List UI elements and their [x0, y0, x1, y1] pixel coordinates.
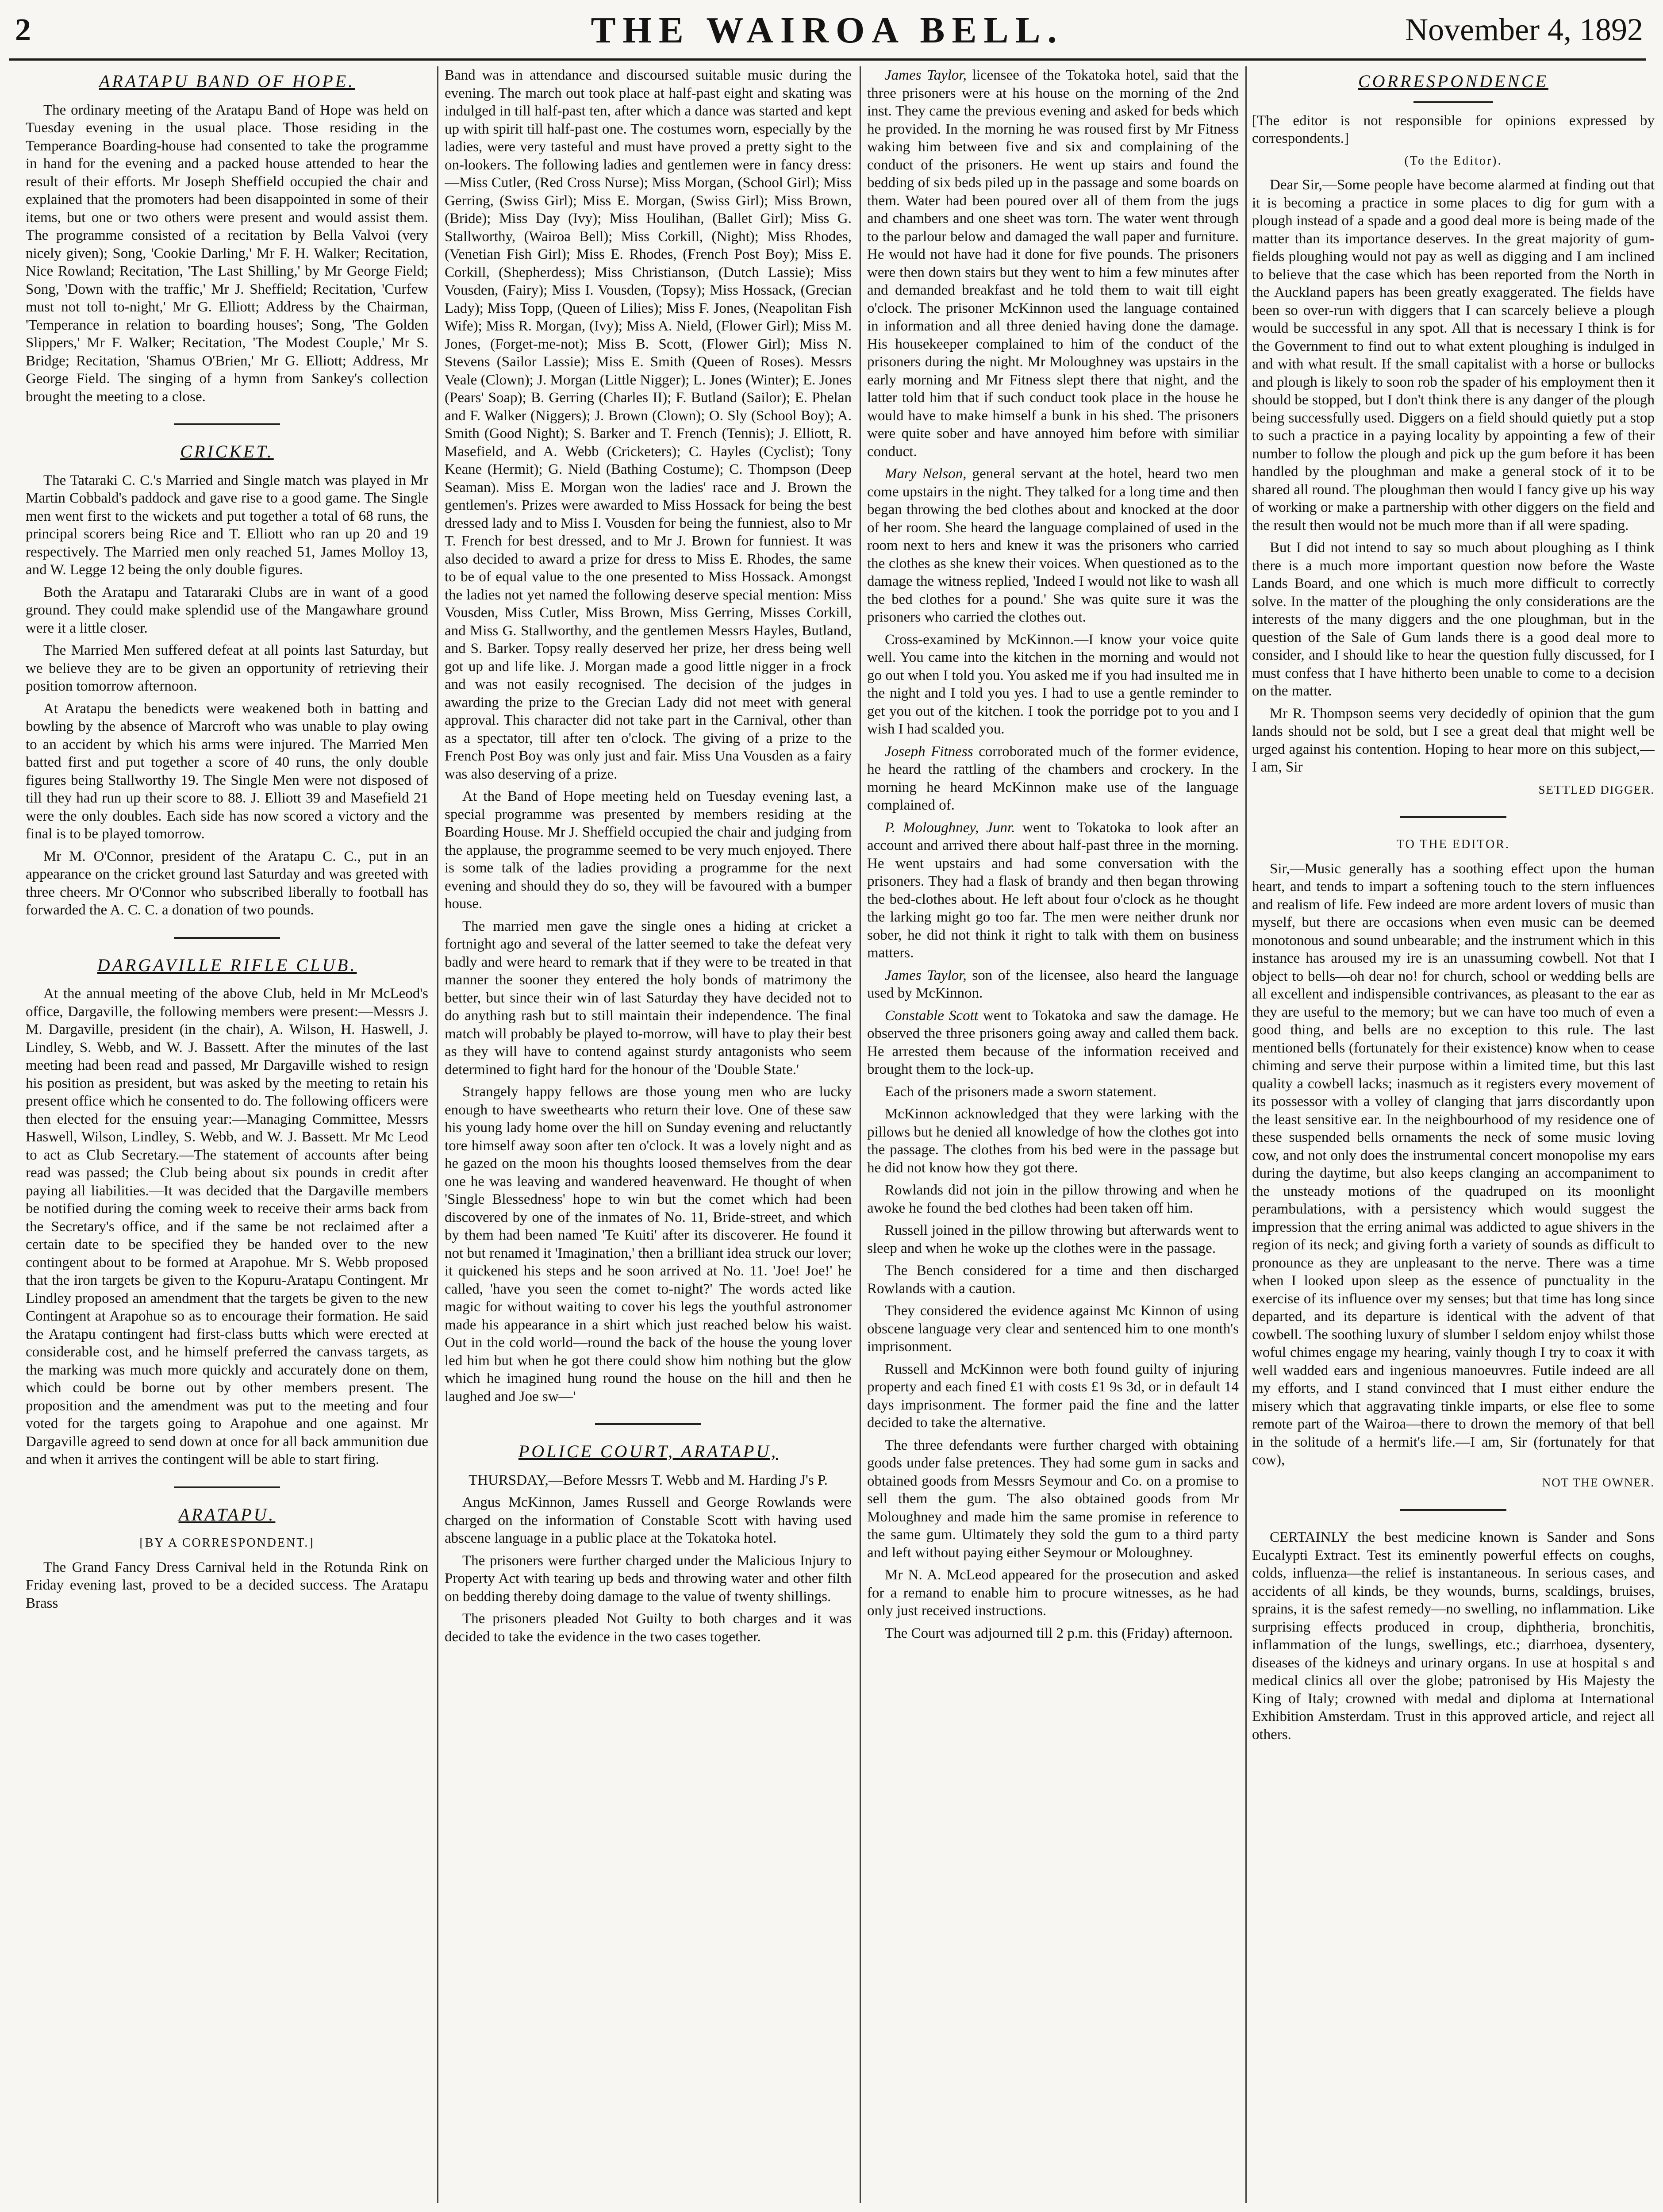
- evidence-text: went to Tokatoka and saw the damage. He observed the three prisoners going away and called them back. He arrested them because of the information received and brought them to the lock-up.: [867, 1007, 1239, 1077]
- to-the-editor-heading: TO THE EDITOR.: [1397, 837, 1510, 851]
- article-paragraph: The Tataraki C. C.'s Married and Single match was played in Mr Martin Cobbald's paddock and gave rise to a good game. The Single men went first to the wickets and put together a total of 68 runs, the principal scorers being Rice and T. Elliott who ran up 20 and 19 respectively. The Married men only reached 51, James Molloy 13, and W. Legge 12 being the only double figures.: [26, 472, 428, 578]
- evidence-text: Russell and McKinnon were both found guilty of injuring property and each fined £1 with costs £1 9s 3d, or in default 14 days imprisonment. The former paid the fine and the latter decided to take the alternative.: [867, 1361, 1239, 1431]
- witness-name: James Taylor,: [885, 67, 967, 83]
- evidence-paragraph: [867, 1083, 1239, 1101]
- letter-paragraph: But I did not intend to say so much about ploughing as I think there is a much more important question now before the Waste Lands Board, and one which is much more difficult to correctly solve. In the matter of the ploughing the only considerations are the interests of the many diggers and the one ploughman, but in the question of the Sale of Gum lands there is a good deal more to consider, and I should like to hear the question fully discussed, for I must confess that I have hitherto been unable to come to a decision on the matter.: [1252, 540, 1655, 699]
- evidence-text: son of the licensee, also heard the language used by McKinnon.: [867, 967, 1239, 1001]
- evidence-paragraph: [867, 1181, 1239, 1217]
- evidence-paragraph: [867, 1360, 1239, 1432]
- evidence-text: general servant at the hotel, heard two men come upstairs in the night. They talked for a long time and then began throwing the bed clothes about and knocked at the door of her room. She heard the language complained of used in the room next to hers and knew it was the prisoners who carried the clothes as she knew their voices. When questioned as to the damage the witness replied, 'Indeed I would not like to wash all the bed clothes for a pound.' She was quite sure it was the prisoners who carried the clothes out.: [867, 466, 1239, 625]
- court-session-line: THURSDAY,—Before Messrs T. Webb and M. Harding J's P.: [469, 1472, 828, 1488]
- article-paragraph: The ordinary meeting of the Aratapu Band of Hope was held on Tuesday evening in the usual place. Those residing in the Temperance Boarding-house had consented to take the programme in hand for the evening and a packed house attended to hear the result of their efforts. Mr Joseph Sheffield occupied the chair and explained that the promoters had been disappointed in some of their items, but one or two others were present and would assist them. The programme consisted of a recitation by Bella Valvoi (very nicely given); Song, 'Cookie Darling,' Mr F. H. Walker; Recitation, Nice Rowland; Recitation, 'The Last Shilling,' by Mr George Field; Song, 'Down with the traffic,' Mr J. Sheffield; Recitation, 'Curfew must not toll to-night,' Mr G. Elliott; Address by the Chairman, 'Temperance in relation to boarding houses'; Song, 'The Golden Slippers,' Mr F. Walker; Recitation, 'The Modest Couple,' Mr S. Bridge; Recitation, 'Shamus O'Brien,' Mr G. Elliott; Address, Mr George Field. The singing of a hymn from Sankey's collection brought the meeting to a close.: [26, 102, 428, 405]
- evidence-text: The Court was adjourned till 2 p.m. this (Friday) afternoon.: [885, 1625, 1233, 1641]
- evidence-paragraph: [867, 1221, 1239, 1257]
- evidence-paragraph: [867, 819, 1239, 962]
- section-separator: [174, 937, 280, 939]
- evidence-paragraph: [867, 465, 1239, 626]
- evidence-paragraph: [867, 1624, 1239, 1643]
- newspaper-title: THE WAIROA BELL.: [591, 10, 1064, 51]
- page-number: 2: [15, 12, 31, 47]
- article-paragraph: The prisoners were further charged under the Malicious Injury to Property Act with tearing up beds and throwing water and other filth on bedding thereby doing damage to the value of twenty shillings.: [445, 1552, 852, 1605]
- article-title-police-court: POLICE COURT, ARATAPU,: [518, 1441, 778, 1461]
- article-title-rifle-club: DARGAVILLE RIFLE CLUB.: [97, 955, 357, 975]
- evidence-text: Cross-examined by McKinnon.—I know your voice quite well. You came into the kitchen in the morning and would not go out when I told you. You asked me if you had insulted me in the night and I told you yes. I had to use a gentle reminder to get you out of the kitchen. I took the porridge pot to you and I wish I had scalded you.: [867, 631, 1239, 737]
- evidence-paragraph: [867, 66, 1239, 461]
- article-paragraph: At Aratapu the benedicts were weakened both in batting and bowling by the absence of Marcroft who was unable to play owing to an accident by which his arms were injured. The Married Men batted first and put together a score of 40 runs, the only double figures being Stallworthy 19. The Single Men were not disposed of till they had run up their score to 88. J. Elliott 39 and Masefield 21 were the only doubles. Each side has now scored a victory and the final is to be played tomorrow.: [26, 700, 428, 842]
- section-separator: [1400, 1509, 1506, 1511]
- letter-paragraph: Sir,—Music generally has a soothing effect upon the human heart, and tends to impart a softening touch to the stern influences and realism of life. Few indeed are more ardent lovers of music than myself, but there are occasions when even music can be deemed monotonous and sound unbearable; and the instrument which in this instance has aroused my ire is an unassuming cowbell. Not that I object to bells—oh dear no! for church, school or wedding bells are all excellent and indispensible contrivances, as pleasant to the ear as they are useful to the memory; but we can have too much of even a good thing, and bells are no exception to this rule. The last mentioned bells (fortunately for their existence) know when to cease chiming and serve their purpose within a limited time, but this last quality a cowbell lacks; inasmuch as it registers every movement of its possessor with a volley of clanging that jarrs discordantly upon the least sensitive ear. In the neighbourhood of my residence one of these suspended bells ornaments the neck of some music loving cow, and not only does the instrumental concert monopolise my ears during the daytime, but also keeps clanging an accompaniment to the unsteady motions of the quadruped on its moonlight perambulations, with a persistency which would suggest the impression that the erring animal was addicted to ague shivers in the region of its neck; and giving forth a variety of sounds as difficult to pronounce as they are unpleasant to the nerve. There was a time when I looked upon sleep as the essence of punctuality in the exercise of its influence over my senses; but that time has long since departed, and its departure is identical with the advent of that cowbell. The soothing luxury of slumber I seldom enjoy whilst those woful chimes engage my hearing, vainly though I try to coax it with well wadded ears and ingenious manoeuvres. Futile indeed are all my efforts, and I stand convinced that I must either endure the misery which that aggravating tinkle imparts, or else flee to some remote part of the Wairoa—there to drown the memory of that bell in the solitude of a hermit's life.—I am, Sir (fortunately for that cow),: [1252, 860, 1655, 1468]
- witness-name: Mary Nelson,: [885, 466, 967, 482]
- evidence-paragraph: [867, 1566, 1239, 1620]
- evidence-paragraph: [867, 1302, 1239, 1356]
- evidence-paragraph: [867, 743, 1239, 814]
- article-title-aratapu: ARATAPU.: [178, 1504, 276, 1525]
- article-paragraph: Angus McKinnon, James Russell and George Rowlands were charged on the information of Constable Scott with having used abscene language in a public place at the Tokatoka hotel.: [445, 1494, 852, 1546]
- witness-name: Constable Scott: [885, 1007, 978, 1024]
- evidence-paragraph: [867, 631, 1239, 738]
- byline: [BY A CORRESPONDENT.]: [139, 1536, 315, 1550]
- article-paragraph: The Married Men suffered defeat at all points last Saturday, but we believe they are to be given an opportunity of retrieving their position tomorrow afternoon.: [26, 642, 428, 694]
- article-paragraph: Strangely happy fellows are those young men who are lucky enough to have sweethearts who return their love. One of these saw his young lady home over the hill on Sunday evening and reluctantly tore himself away soon after ten o'clock. It was a lovely night and as he gazed on the moon his thoughts loosed themselves from the dear one he was leaving and wandered heavenward. He thought of when 'Single Blessedness' hope to win but the comet which had been discovered by one of the inmates of No. 11, Bride-street, and which by them had been named 'Te Kuiti' after its discoverer. He found it not but renamed it 'Imagination,' then a brilliant idea struck our lover; it quickened his steps and he soon arrived at No. 11. 'Joe! Joe!' he called, 'have you seen the comet to-night?' The words acted like magic for without waiting to cover his legs the youthful astronomer made his appearance in a shirt which just reached below his waist. Out in the cold world—round the back of the house the young lover led him but when he got there could show him nothing but the glow which he imagined hung round the house on the hill and then he laughed and Joe sw—': [445, 1084, 852, 1405]
- witness-name: P. Moloughney, Junr.: [885, 819, 1015, 836]
- evidence-text: McKinnon acknowledged that they were larking with the pillows but he denied all knowledge of how the clothes got into the passage. The clothes from his bed were in the passage but he did not know how they got there.: [867, 1106, 1239, 1176]
- masthead: [9, 6, 1646, 55]
- column-divider: [437, 66, 438, 2203]
- article-paragraph: Mr M. O'Connor, president of the Aratapu C. C., put in an appearance on the cricket ground last Saturday and was greeted with three cheers. Mr O'Connor who subscribed liberally to football has forwarded the A. C. C. a donation of two pounds.: [26, 848, 428, 918]
- evidence-text: The three defendants were further charged with obtaining goods under false pretences. They had some gum in sacks and obtained goods from Messrs Seymour and Co. on a promise to sell them the gum. The also obtained goods from Mr Moloughney and made him the same promise in reference to the same gum. Ultimately they sold the gum to a third party and left without paying either Seymour or Moloughney.: [867, 1437, 1239, 1561]
- evidence-paragraph: [867, 967, 1239, 1002]
- evidence-paragraph: [867, 1262, 1239, 1298]
- issue-date: November 4, 1892: [1405, 12, 1643, 47]
- article-paragraph: Band was in attendance and discoursed suitable music during the evening. The march out took place at half-past eight and skating was indulged in till half-past ten, after which a dance was started and kept up with spirit till half-past one. The costumes worn, especially by the ladies, were very tasteful and must have proved a pretty sight to the on-lookers. The following ladies and gentlemen were in fancy dress:—Miss Cutler, (Red Cross Nurse); Miss Morgan, (School Girl); Miss Gerring, (Swiss Girl); Miss E. Morgan, (Swiss Girl); Miss Brown, (Bride); Miss Day (Ivy); Miss Houlihan, (Ballet Girl); Miss G. Stallworthy, (Wairoa Bell); Miss Corkill, (Night); Miss Rhodes, (Venetian Fish Girl); Miss E. Rhodes, (French Post Boy); Miss E. Corkill, (Shepherdess); Miss Christianson, (Dutch Lassie); Miss Vousden, (Fairy); Miss I. Vousden, (Topsy); Miss Hossack, (Grecian Lady); Miss Topp, (Queen of Lilies); Miss F. Jones, (Neapolitan Fish Wife); Miss R. Morgan, (Ivy); Miss A. Nield, (Flower Girl); Miss M. Jones, (Forget-me-not); Miss B. Scott, (Flower Girl); Miss N. Stevens (Sailor Lassie); Miss E. Smith (Queen of Roses). Messrs Veale (Clown); J. Morgan (Little Nigger); L. Jones (Winter); E. Jones (Pears' Soap); B. Gerring (Charles II); F. Butland (Sailor); E. Phelan and F. Walker (Niggers); J. Brown (Clown); O. Sly (School Boy); A. Smith (Good Night); S. Barker and T. French (Tennis); J. Elliott, R. Masefield, and A. Webb (Cricketers); C. Hayles (Cyclist); Tony Keane (Hermit); G. Nield (Bathing Costume); C. Thompson (Deep Seaman). Miss E. Morgan won the ladies' race and J. Brown the gentlemen's. Prizes were awarded to Miss Hossack for being the best dressed lady and to Miss I. Vousden for being the funniest, also to Mr T. French for best dressed, and to Mr J. Brown for funniest. It was also decided to award a prize for dress to Miss E. Rhodes, the same to be of equal value to the one presented to Miss Hossack. Amongst the ladies not yet named the following deserve special mention: Miss Vousden, Miss Cutler, Miss Brown, Miss Gerring, Misses Corkill, and Miss G. Stallworthy, and the gentlemen Messrs Hayles, Butland, and S. Barker. Topsy really deserved her prize, her dress being well got up and life like. J. Morgan made a good little nigger in a frock and was not easily recognised. The decision of the judges in awarding the prize to the Grecian Lady did not meet with general approval. This character did not take part in the Carnival, other than as a spectator, till after ten o'clock. The giving of a prize to the French Post Boy was only just and fair. Miss Una Vousden as a fairy was also deserving of a prize.: [445, 67, 852, 782]
- letter-paragraph: Dear Sir,—Some people have become alarmed at finding out that it is becoming a practice in some places to dig for gum with a plough instead of a spade and a good deal more is being made of the matter than its importance deserves. In the great majority of gum-fields ploughing would not pay as well as digging and I am inclined to believe that the case which has been reported from the North in the Auckland papers has been greatly exaggerated. The fields have been so over-run with diggers that I can scarcely believe a plough would be successful in any spot. All that is necessary I think is for the Government to find out to what extent ploughing is indulged in and with what result. If the small capitalist with a horse or bullocks and plough is likely to soon rob the spader of his employment then it should be stopped, but I don't think there is any danger of the plough being successfully used. Diggers on a field should quietly put a stop to such a practice in a paying locality by appointing a few of their number to follow the plough and pick up the gum before it has been handled by the ploughman and make a general stock of it to be shared all round. The ploughman then would I fancy give up his way of working or make a partnership with other diggers on the field and the result then would not be much more than if all were spading.: [1252, 177, 1655, 534]
- section-separator: [174, 1486, 280, 1488]
- evidence-text: The Bench considered for a time and then discharged Rowlands with a caution.: [867, 1263, 1239, 1297]
- column-divider: [860, 66, 861, 2203]
- article-title-band-of-hope: ARATAPU BAND OF HOPE.: [99, 71, 355, 91]
- article-paragraph: The married men gave the single ones a hiding at cricket a fortnight ago and several of the latter seemed to take the defeat very badly and were heard to remark that if they were to be treated in that manner the sooner they entered the holy bonds of matrimony the better, but since their win of last Saturday they have decided not to do anything rash but to still maintain their independence. The final match will probably be played to-morrow, will have to play their best as they will have to contend against sturdy antagonists who seem determined to fight hard for the honour of the 'Double State.': [445, 918, 852, 1078]
- advertisement: CERTAINLY the best medicine known is Sander and Sons Eucalypti Extract. Test its eminently powerful effects on coughs, colds, influenza—the relief is instantaneous. In serious cases, and accidents of all kinds, be they wounds, burns, scaldings, bruises, sprains, it is the safest remedy—no swelling, no inflammation. Like surprising effects produced in croup, diphtheria, bronchitis, inflammation of the lungs, swellings, etc.; diarrhoea, dysentery, diseases of the kidneys and urinary organs. In use at hospital s and medical clinics all over the globe; patronised by His Majesty the King of Italy; crowned with medal and diploma at International Exhibition Amsterdam. Trust in this approved article, and reject all others.: [1252, 1529, 1655, 1743]
- section-separator: [1413, 101, 1493, 103]
- article-paragraph: The prisoners pleaded Not Guilty to both charges and it was decided to take the evidence in the two cases together.: [445, 1611, 852, 1645]
- to-the-editor-heading: (To the Editor).: [1404, 154, 1502, 168]
- column-4: [1252, 66, 1655, 2208]
- article-paragraph: The Grand Fancy Dress Carnival held in the Rotunda Rink on Friday evening last, proved to be a decided success. The Aratapu Brass: [26, 1559, 428, 1611]
- article-title-cricket: CRICKET.: [180, 442, 274, 461]
- evidence-text: Russell joined in the pillow throwing but afterwards went to sleep and when he woke up the clothes were in the passage.: [867, 1222, 1239, 1256]
- masthead-rule: [9, 58, 1646, 61]
- letter-signature: SETTLED DIGGER.: [1538, 783, 1655, 796]
- article-paragraph: At the annual meeting of the above Club, held in Mr McLeod's office, Dargaville, the following members were present:—Messrs J. M. Dargaville, president (in the chair), A. Wilson, H. Haswell, J. Lindley, S. Webb, and W. J. Bassett. After the minutes of the last meeting had been read and passed, Mr Dargaville wished to resign his position as president, but was asked by the meeting to retain his present office which he consented to do. The following officers were then elected for the ensuing year:—Managing Committee, Messrs Haswell, Wilson, Lindley, S. Webb, and W. J. Bassett. Mr Mc Leod to act as Club Secretary.—The statement of accounts after being read was passed; the Club being about six pounds in credit after paying all liabilities.—It was decided that the Dargaville members be notified during the coming week to receive their arms back from the Secretary's office, and if the same be not reclaimed after a certain date to be specified they be handed over to the new contingent about to be formed at Arapohue. Mr S. Webb proposed that the iron targets be given to the Kopuru-Aratapu Contingent. Mr Lindley proposed an amendment that the targets be given to the new Contingent at Arapohue so as to encourage their formation. He said the Aratapu contingent had first-class butts which were erected at considerable cost, and he himself preferred the canvass targets, as the marking was much more quickly and accurately done on them, which could be borne out by other members present. The proposition and the amendment was put to the meeting and four voted for the targets going to Arapohue and one against. Mr Dargaville agreed to send down at once for all back ammunition due and when it arrives the contingent will be able to start firing.: [26, 986, 428, 1467]
- evidence-text: licensee of the Tokatoka hotel, said that the three prisoners were at his house on the morning of the 2nd inst. They came the previous evening and asked for beds which he provided. In the morning he was roused first by Mr Fitness waking him between five and six and complaining of the conduct of the prisoners. He went up stairs and found the bedding of six beds piled up in the passage and some boards on them. Water had been poured over all of them from the jugs and chambers and one sheet was torn. The water went through to the parlour below and damaged the wall paper and furniture. He would not have had it done for five pounds. The prisoners were then down stairs but they went to him a few minutes after and demanded breakfast and he told them to wait till eight o'clock. The prisoner McKinnon used the language contained in information and all three denied having done the damage. His housekeeper complained to him of the conduct of the prisoners during the night. Mr Moloughney was upstairs in the early morning and Mr Fitness slept there that night, and the latter told him that if such conduct took place in the house he would have to make himself a bunk in his shed. The prisoners were quite sober and have annoyed him before with similiar conduct.: [867, 67, 1239, 460]
- section-separator: [174, 423, 280, 425]
- column-3: [867, 66, 1239, 2208]
- evidence-text: corroborated much of the former evidence, he heard the rattling of the chambers and crockery. In the morning he heard McKinnon make use of the language complained of.: [867, 743, 1239, 813]
- letter-signature: NOT THE OWNER.: [1542, 1475, 1655, 1489]
- evidence-text: went to Tokatoka to look after an account and arrived there about half-past three in the morning. He went upstairs and had some conversation with the prisoners. They had a flask of brandy and then began throwing the bed-clothes about. He left about four o'clock as he thought the larking might go too far. The men were neither drunk nor sober, he did not think it right to talk with them on business matters.: [867, 819, 1239, 961]
- evidence-text: Mr N. A. McLeod appeared for the prosecution and asked for a remand to enable him to procure witnesses, as he had only just received instructions.: [867, 1567, 1239, 1619]
- evidence-paragraph: [867, 1007, 1239, 1079]
- article-title-correspondence: CORRESPONDENCE: [1358, 71, 1548, 91]
- witness-name: James Taylor,: [885, 967, 967, 983]
- section-separator: [595, 1423, 701, 1425]
- evidence-text: They considered the evidence against Mc Kinnon of using obscene language very clear and sentenced him to one month's imprisonment.: [867, 1303, 1239, 1355]
- article-paragraph: Both the Aratapu and Tatararaki Clubs are in want of a good ground. They could make splendid use of the Mangawhare ground were it a little closer.: [26, 584, 428, 636]
- column-2: [445, 66, 852, 2208]
- column-1: [26, 66, 428, 2208]
- witness-name: Joseph Fitness: [885, 743, 973, 760]
- section-separator: [1400, 816, 1506, 818]
- column-divider: [1245, 66, 1247, 2203]
- editor-disclaimer: [The editor is not responsible for opinions expressed by correspondents.]: [1252, 112, 1655, 146]
- evidence-text: Rowlands did not join in the pillow throwing and when he awoke he found the bed clothes had been taken off him.: [867, 1182, 1239, 1216]
- article-paragraph: At the Band of Hope meeting held on Tuesday evening last, a special programme was presented by members residing at the Boarding House. Mr J. Sheffield occupied the chair and judging from the applause, the programme seemed to be very much enjoyed. There is some talk of the ladies providing a programme for the next evening and should they do so, they will be favoured with a bumper house.: [445, 788, 852, 912]
- evidence-paragraph: [867, 1436, 1239, 1562]
- letter-paragraph: Mr R. Thompson seems very decidedly of opinion that the gum lands should not be sold, but I see a great deal that might well be urged against his contention. Hoping to hear more on this subject,—I am, Sir: [1252, 705, 1655, 775]
- evidence-paragraph: [867, 1105, 1239, 1177]
- evidence-text: Each of the prisoners made a sworn statement.: [885, 1083, 1156, 1100]
